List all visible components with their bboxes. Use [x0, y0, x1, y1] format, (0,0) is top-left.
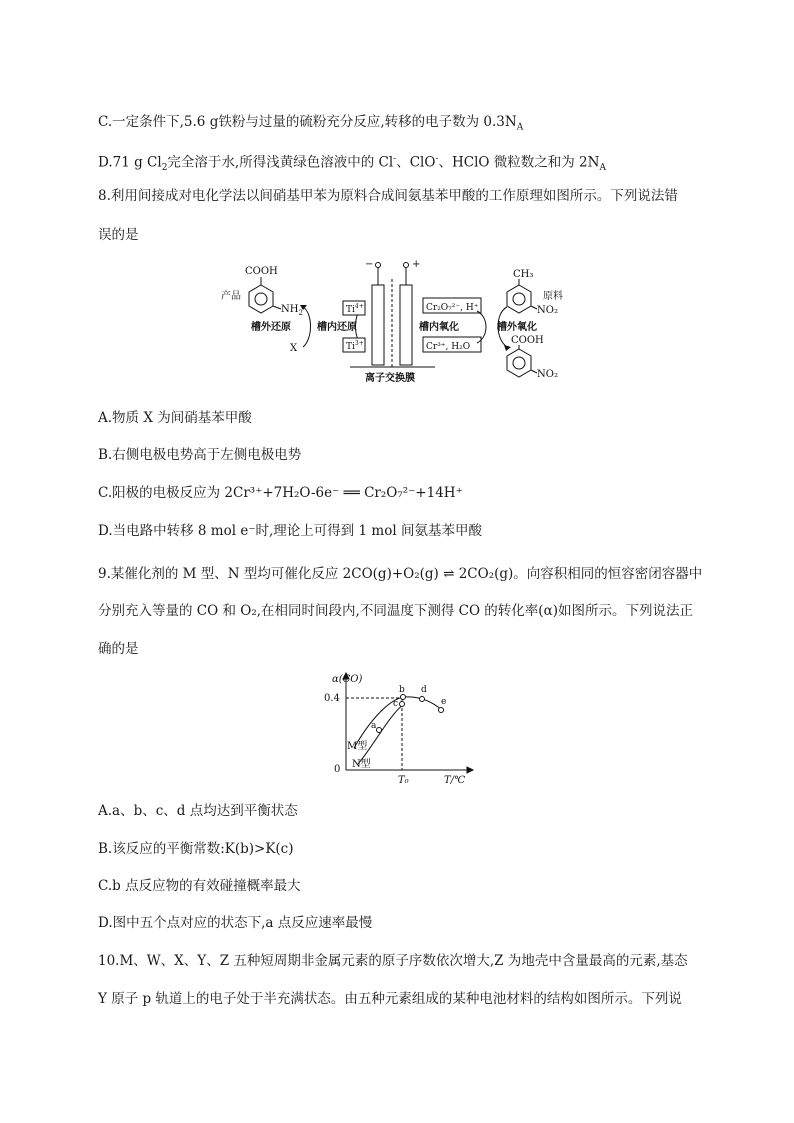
intermediate-no2: NO₂	[537, 369, 558, 380]
negative-terminal: −	[365, 259, 374, 270]
product-cooh: COOH	[245, 266, 278, 277]
q10-stem-line1: 10.M、W、X、Y、Z 五种短周期非金属元素的原子序数依次增大,Z 为地壳中含量最高的元素,基态	[98, 953, 688, 969]
right-arrow-head	[504, 345, 511, 351]
n-type-label: N型	[352, 759, 371, 770]
y-axis-label: α(CO)	[332, 674, 363, 685]
q8-option-c: C.阳极的电极反应为 2Cr³⁺+7H₂O-6e⁻ ══ Cr₂O₇²⁻+14H⁺	[98, 485, 463, 501]
n-type-curve	[358, 704, 404, 764]
q9-stem-line1: 9.某催化剂的 M 型、N 型均可催化反应 2CO(g)+O₂(g) ⇌ 2CO₂(g)。向容积相同的恒容密闭容器中	[98, 566, 703, 582]
x-label: X	[290, 343, 298, 354]
point-c	[400, 702, 405, 707]
left-cycle-arrow	[303, 307, 311, 347]
q9-option-b: B.该反应的平衡常数:K(b)>K(c)	[98, 841, 294, 857]
co-conversion-chart	[310, 668, 480, 788]
raw-no2: NO₂	[537, 305, 558, 316]
product-label: 产品	[221, 291, 241, 302]
q8-stem-line1: 8.利用间接成对电化学法以间硝基甲苯为原料合成间氨基苯甲酸的工作原理如图所示。下列说法错	[98, 188, 678, 204]
product-benzene-ring	[249, 277, 281, 313]
outer-reduction-label: 槽外还原	[251, 322, 291, 333]
point-a	[377, 728, 382, 733]
q7-option-c: C.一定条件下,5.6 g铁粉与过量的硫粉充分反应,转移的电子数为 $0.3N_A$	[98, 114, 524, 133]
point-c-label: c	[393, 699, 399, 709]
cr2o7-text: Cr₂O₇²⁻, H⁺	[426, 303, 479, 313]
intermediate-benzene-ring	[507, 345, 537, 377]
raw-ch3: CH₃	[513, 269, 534, 280]
point-b	[401, 695, 406, 700]
product-nh2: $NH_2$	[281, 304, 303, 317]
q9-option-d: D.图中五个点对应的状态下,a 点反应速率最慢	[98, 915, 373, 931]
membrane-label: 离子交换膜	[365, 373, 415, 384]
inner-oxidation-label: 槽内氧化	[419, 322, 459, 333]
q8-stem-line2: 误的是	[98, 227, 139, 243]
point-e-label: e	[441, 697, 447, 707]
raw-benzene-ring	[507, 279, 537, 313]
q8-option-a: A.物质 X 为间硝基苯甲酸	[98, 410, 252, 426]
ti3-text: $Ti^{3+}$	[346, 340, 364, 352]
q10-stem-line2: Y 原子 p 轨道上的电子处于半充满状态。由五种元素组成的某种电池材料的结构如图所示。下列说	[98, 991, 682, 1007]
point-d	[420, 697, 425, 702]
raw-label: 原料	[543, 291, 563, 302]
q9-option-c: C.b 点反应物的有效碰撞概率最大	[98, 878, 301, 894]
positive-terminal: +	[412, 259, 421, 270]
intermediate-cooh: COOH	[511, 335, 544, 346]
y-tick-label: 0.4	[324, 693, 340, 704]
point-a-label: a	[371, 721, 377, 731]
cr3-text: Cr³⁺, H₂O	[426, 342, 471, 352]
q8-option-b: B.右侧电极电势高于左侧电极电势	[98, 447, 302, 463]
q9-option-a: A.a、b、c、d 点均达到平衡状态	[98, 803, 298, 819]
t0-label: T₀	[398, 775, 409, 786]
point-b-label: b	[399, 685, 405, 695]
q9-stem-line2: 分别充入等量的 CO 和 O₂,在相同时间段内,不同温度下测得 CO 的转化率(α)如图所示。下列说法正	[98, 603, 693, 619]
outer-oxidation-label: 槽外氧化	[497, 322, 537, 333]
q9-stem-line3: 确的是	[98, 641, 139, 657]
electrochem-diagram	[215, 255, 585, 385]
q8-option-d: D.当电路中转移 8 mol e⁻时,理论上可得到 1 mol 间氨基苯甲酸	[98, 523, 482, 539]
point-d-label: d	[421, 685, 427, 695]
point-e	[439, 708, 444, 713]
x-axis-label: T/℃	[444, 775, 466, 786]
origin-label: 0	[334, 764, 341, 775]
inner-reduction-label: 槽内还原	[317, 322, 357, 333]
ti4-text: $Ti^{4+}$	[346, 303, 364, 315]
q7-option-d: D.71 g $Cl_2$完全溶于水,所得浅黄绿色溶液中的 Cl-、ClO-、HClO 微粒数之和为 $2N_A$	[98, 154, 606, 174]
m-type-label: M型	[347, 741, 368, 752]
